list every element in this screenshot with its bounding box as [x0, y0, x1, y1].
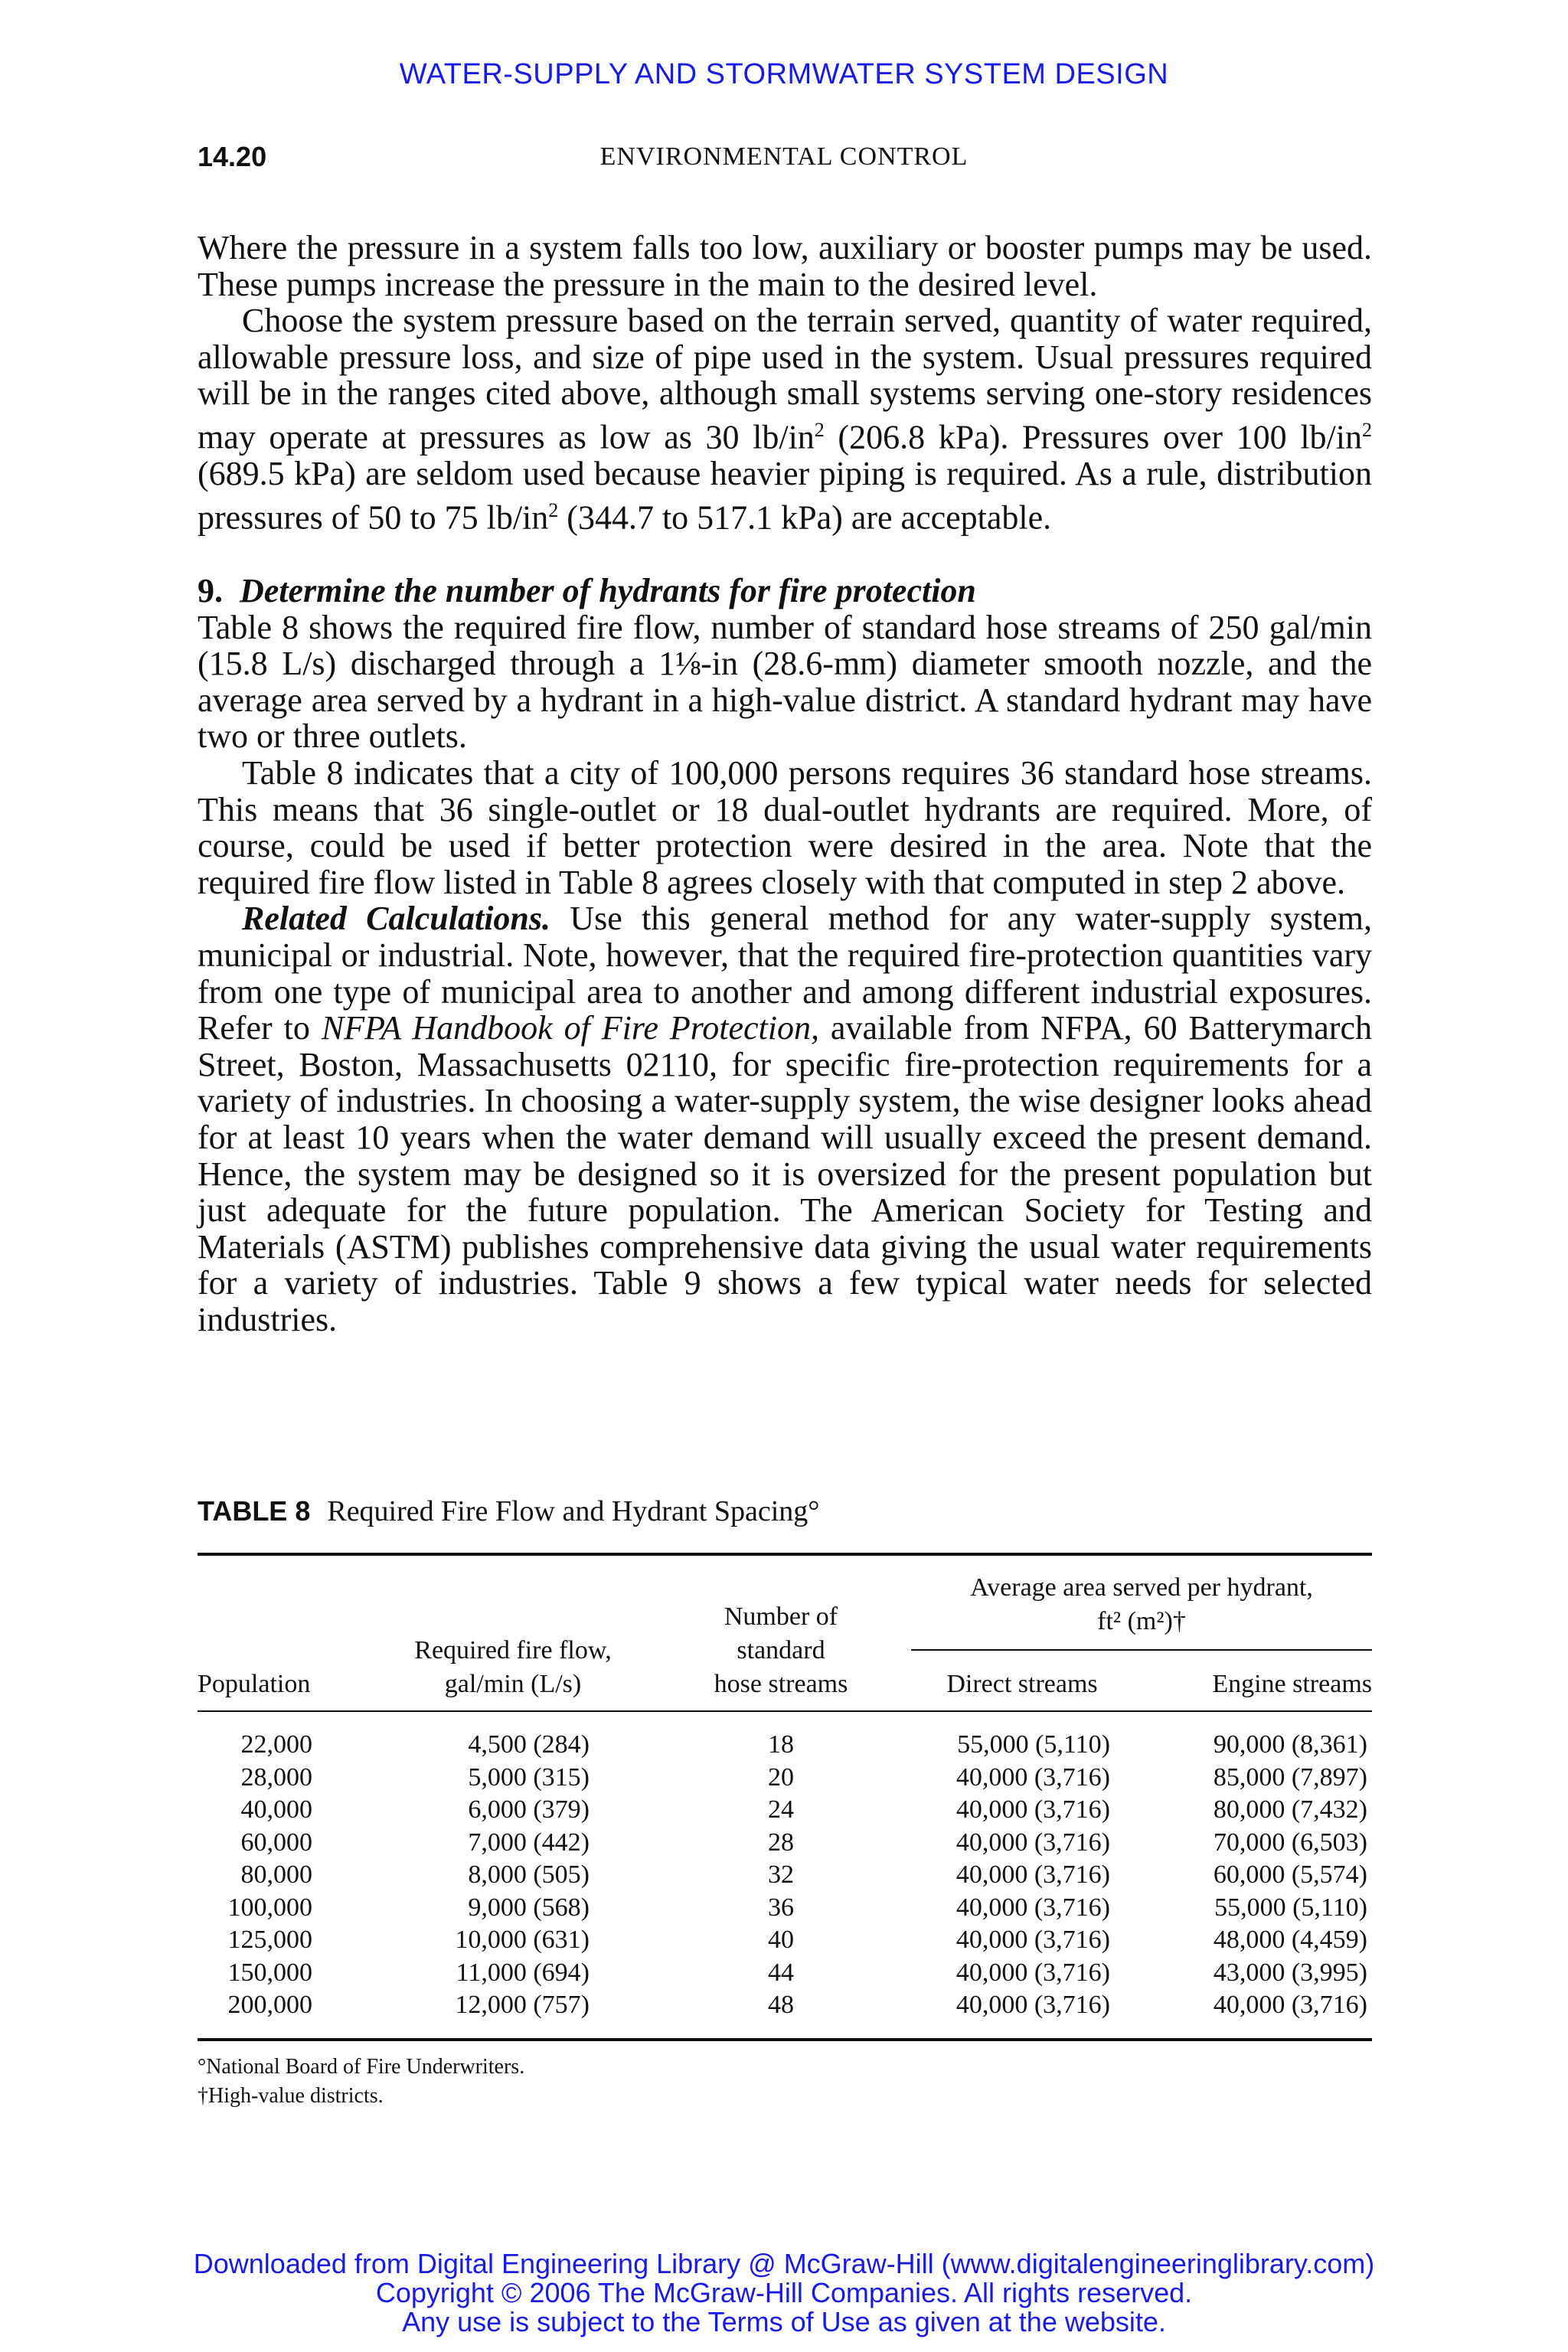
footnote-high-value: †High-value districts. — [198, 2084, 384, 2108]
table-row: 200,000 — [227, 1991, 312, 2019]
table-subheader-rule — [911, 1649, 1372, 1651]
page-number: 14.20 — [198, 141, 267, 172]
table-row: 40,000 (3,716) — [956, 1828, 1110, 1857]
table-row: 28 — [768, 1828, 794, 1857]
paragraph-system-pressure: Choose the system pressure based on the terrain served, quantity of water required, allowable pressure loss, and size of pipe used in the system. Usual pressures required will be in the ranges cited above, although small systems serving one-story residences may operate at pressures as low as 30 $lb/in^2$ (206.8 kPa). Pressures over 100 $lb/in^2$ (689.5 kPa) are seldom used because heavier piping is required. As a rule, distribution pressures of 50 to 75 $lb/in^2$ (344.7 to 517.1 kPa) are acceptable. — [198, 302, 1372, 537]
chapter-title-link[interactable]: WATER-SUPPLY AND STORMWATER SYSTEM DESIGN — [399, 58, 1169, 90]
header-direct-streams: Direct streams — [946, 1670, 1098, 1698]
table-row: 40,000 (3,716) — [956, 1893, 1110, 1922]
footnote-nbfu: °National Board of Fire Underwriters. — [198, 2055, 525, 2079]
table-row: 36 — [768, 1893, 794, 1922]
running-head: ENVIRONMENTAL CONTROL — [599, 142, 969, 171]
copyright-notice: Copyright © 2006 The McGraw-Hill Companies. All rights reserved. — [375, 2277, 1193, 2308]
table-header-rule — [198, 1710, 1372, 1712]
table-row: 44 — [768, 1958, 794, 1987]
table-row: 100,000 — [227, 1893, 312, 1922]
column-engine — [1164, 1729, 1367, 2022]
table-row: 9,000 (568) — [468, 1893, 590, 1922]
table-row: 5,000 (315) — [468, 1762, 590, 1792]
paragraph-hydrant-count: Table 8 indicates that a city of 100,000 persons requires 36 standard hose streams. This means that 36 single-outlet or 18 dual-outlet hydrants are required. More, of course, could be used if better protection were desired in the area. Note that the required fire flow listed in Table 8 agrees closely with that computed in step 2 above. — [198, 754, 1372, 901]
table-row: 40 — [768, 1926, 794, 1954]
terms-of-use-notice: Any use is subject to the Terms of Use as given at the website. — [402, 2306, 1166, 2337]
header-area: Average area served per hydrant, ft² (m²)† — [970, 1573, 1313, 1635]
table-row: 60,000 — [240, 1828, 312, 1857]
table-row: 70,000 (6,503) — [1213, 1828, 1367, 1857]
table-row: 43,000 (3,995) — [1213, 1958, 1367, 1987]
table-row: 48,000 (4,459) — [1213, 1926, 1367, 1954]
table-row: 125,000 — [227, 1926, 312, 1954]
table-row: 22,000 — [240, 1730, 312, 1759]
header-population: Population — [198, 1670, 311, 1698]
table-row: 55,000 (5,110) — [957, 1730, 1110, 1759]
table-row: 55,000 (5,110) — [1214, 1893, 1367, 1922]
table-row: 80,000 (7,432) — [1213, 1795, 1367, 1824]
header-flow: Required fire flow, gal/min (L/s) — [414, 1636, 612, 1698]
table-row: 60,000 (5,574) — [1213, 1860, 1367, 1889]
step-heading: 9. Determine the number of hydrants for fire protection — [198, 572, 976, 610]
table-row: 80,000 — [240, 1860, 312, 1889]
table-row: 4,500 (284) — [468, 1730, 590, 1759]
table-label: TABLE 8 — [198, 1495, 311, 1527]
column-streams — [735, 1729, 827, 2022]
table-row: 12,000 (757) — [455, 1991, 590, 2019]
header-streams: Number of standard hose streams — [714, 1602, 848, 1698]
table-row: 28,000 — [240, 1762, 312, 1792]
download-notice-link[interactable]: Downloaded from Digital Engineering Library @ McGraw-Hill (www.digitalengineeringlibrary.com) — [193, 2248, 1375, 2279]
table-row: 40,000 (3,716) — [956, 1991, 1110, 2019]
paragraph-table-8-intro: Table 8 shows the required fire flow, number of standard hose streams of 250 gal/min (15.8 L/s) discharged through a 1⅛-in (28.6-mm) diameter smooth nozzle, and the average area served by a hydrant in a high-value district. A standard hydrant may have two or three outlets. — [198, 608, 1372, 756]
table-row: 40,000 (3,716) — [1213, 1991, 1367, 2019]
table-bottom-rule — [198, 2038, 1372, 2041]
table-row: 6,000 (379) — [468, 1795, 590, 1824]
body-text — [198, 230, 1372, 1338]
header-engine-streams: Engine streams — [1212, 1670, 1372, 1698]
column-direct — [919, 1729, 1110, 2022]
column-population — [198, 1729, 312, 2022]
table-row: 40,000 (3,716) — [956, 1860, 1110, 1889]
table-row: 40,000 (3,716) — [956, 1795, 1110, 1824]
paragraph-related-calculations: Related Calculations. Use this general method for any water-supply system, municipal or industrial. Note, however, that the required fire-protection quantities vary from one type of municipal area to another and among different industrial exposures. Refer to NFPA Handbook of Fire Protection, available from NFPA, 60 Batterymarch Street, Boston, Massachusetts 02110, for specific fire-protection requirements for a variety of industries. In choosing a water-supply system, the wise designer looks ahead for at least 10 years when the water demand will usually exceed the present demand. Hence, the system may be designed so it is oversized for the present population but just adequate for the future population. The American Society for Testing and Materials (ASTM) publishes comprehensive data giving the usual water requirements for a variety of industries. Table 9 shows a few typical water needs for selected industries. — [198, 900, 1372, 1338]
table-row: 40,000 (3,716) — [956, 1958, 1110, 1987]
table-row: 40,000 (3,716) — [956, 1926, 1110, 1954]
table-row: 8,000 (505) — [468, 1860, 590, 1889]
table-row: 20 — [768, 1762, 794, 1792]
table-row: 24 — [768, 1795, 794, 1824]
table-row: 90,000 (8,361) — [1213, 1730, 1367, 1759]
table-row: 85,000 (7,897) — [1213, 1762, 1367, 1792]
table-row: 10,000 (631) — [455, 1926, 590, 1954]
table-row: 40,000 — [240, 1795, 312, 1824]
table-row: 40,000 (3,716) — [956, 1762, 1110, 1792]
table-row: 7,000 (442) — [468, 1828, 590, 1857]
table-row: 150,000 — [227, 1958, 312, 1987]
table-caption: TABLE 8 Required Fire Flow and Hydrant Spacing° — [198, 1495, 820, 1527]
table-row: 11,000 (694) — [456, 1958, 590, 1987]
paragraph-booster-pumps: Where the pressure in a system falls too low, auxiliary or booster pumps may be used. These pumps increase the pressure in the main to the desired level. — [198, 229, 1372, 303]
table-row: 48 — [768, 1991, 794, 2019]
table-row: 32 — [768, 1860, 794, 1889]
table-row: 18 — [768, 1730, 794, 1759]
table-top-rule — [198, 1553, 1372, 1556]
column-flow — [398, 1729, 590, 2022]
